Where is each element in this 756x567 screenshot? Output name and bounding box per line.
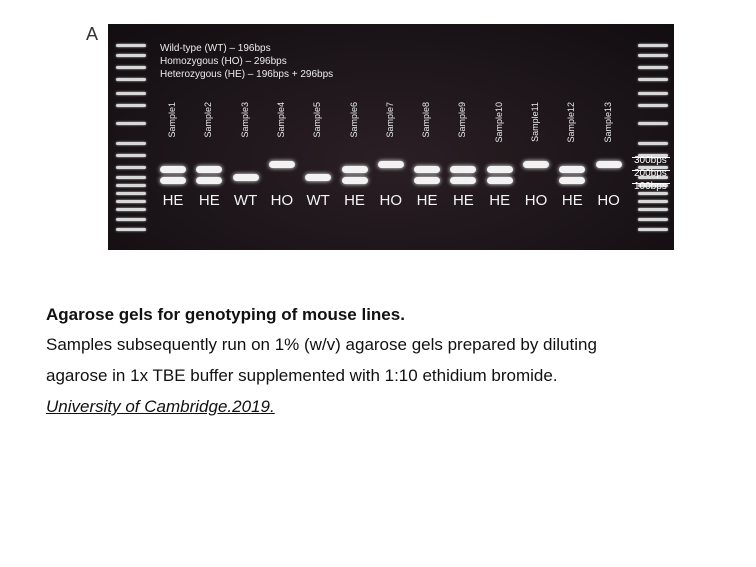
lane-genotype: HE bbox=[489, 192, 511, 209]
gel-band bbox=[487, 177, 513, 184]
gel-band bbox=[160, 166, 186, 173]
ladder-band bbox=[638, 200, 668, 203]
ladder-band bbox=[116, 66, 146, 69]
lane-label: Sample3 bbox=[239, 102, 250, 138]
caption-line-1: Samples subsequently run on 1% (w/v) agarose gels prepared by diluting bbox=[46, 335, 597, 354]
lane-genotype: HE bbox=[198, 192, 220, 209]
gel-band bbox=[523, 161, 549, 168]
ladder-band bbox=[638, 208, 668, 211]
ladder-band bbox=[638, 218, 668, 221]
caption-line-2: agarose in 1x TBE buffer supplemented with 1:10 ethidium bromide. bbox=[46, 366, 558, 385]
ladder-band bbox=[638, 122, 668, 125]
gel-band bbox=[414, 177, 440, 184]
gel-band bbox=[233, 174, 259, 181]
ladder-band bbox=[638, 228, 668, 231]
ladder-band bbox=[638, 92, 668, 95]
ladder-band bbox=[116, 122, 146, 125]
gel-band bbox=[342, 166, 368, 173]
lane-label: Sample6 bbox=[348, 102, 359, 138]
ladder-band bbox=[116, 54, 146, 57]
ladder-band bbox=[116, 142, 146, 145]
gel-band bbox=[342, 177, 368, 184]
lane-genotype: HO bbox=[379, 192, 403, 209]
gel-band bbox=[305, 174, 331, 181]
size-marker-200: 200bps bbox=[634, 168, 667, 179]
ladder-band bbox=[638, 66, 668, 69]
ladder-band bbox=[116, 78, 146, 81]
lane-label: Sample8 bbox=[421, 102, 432, 138]
ladder-right bbox=[638, 42, 668, 232]
lane-genotype: HE bbox=[561, 192, 583, 209]
ladder-band bbox=[116, 104, 146, 107]
gel-band bbox=[378, 161, 404, 168]
gel-band bbox=[160, 177, 186, 184]
lane-label: Sample7 bbox=[384, 102, 395, 138]
legend-ho: Homozygous (HO) – 296bps bbox=[160, 56, 287, 67]
caption-source-link[interactable]: University of Cambridge.2019. bbox=[46, 397, 275, 416]
ladder-band bbox=[116, 228, 146, 231]
ladder-band bbox=[116, 166, 146, 169]
ladder-band bbox=[638, 142, 668, 145]
lane-genotype: WT bbox=[306, 192, 330, 209]
gel-band bbox=[269, 161, 295, 168]
ladder-band bbox=[116, 184, 146, 187]
figure-caption bbox=[46, 305, 746, 417]
ladder-band bbox=[116, 154, 146, 157]
ladder-band bbox=[638, 104, 668, 107]
lane-genotype: HO bbox=[270, 192, 294, 209]
lane-genotype: HE bbox=[452, 192, 474, 209]
gel-band bbox=[487, 166, 513, 173]
panel-letter: A bbox=[86, 24, 99, 44]
lane-label: Sample10 bbox=[493, 102, 504, 143]
lane-genotype: HO bbox=[524, 192, 548, 209]
gel-band bbox=[414, 166, 440, 173]
lane-genotype: WT bbox=[233, 192, 258, 209]
legend-wt: Wild-type (WT) – 196bps bbox=[160, 43, 271, 54]
ladder-band bbox=[116, 92, 146, 95]
gel-band bbox=[450, 177, 476, 184]
gel-image bbox=[108, 24, 674, 250]
ladder-band bbox=[638, 44, 668, 47]
ladder-band bbox=[638, 54, 668, 57]
gel-band bbox=[196, 166, 222, 173]
lane-genotype: HO bbox=[597, 192, 620, 209]
genotype-legend bbox=[160, 42, 333, 81]
lane-label: Sample1 bbox=[167, 102, 177, 138]
ladder-left bbox=[116, 42, 146, 232]
ladder-band bbox=[116, 176, 146, 179]
ladder-band bbox=[116, 44, 146, 47]
lane-label: Sample4 bbox=[275, 102, 286, 138]
gel-band bbox=[196, 177, 222, 184]
legend-he: Heterozygous (HE) – 196bps + 296bps bbox=[160, 69, 334, 80]
lane-genotype: HE bbox=[344, 192, 365, 209]
lane-genotype: HE bbox=[416, 192, 438, 209]
lane-genotype: HE bbox=[162, 192, 184, 209]
caption-title: Agarose gels for genotyping of mouse lines. bbox=[46, 305, 405, 324]
ladder-band bbox=[116, 192, 146, 195]
lane-label: Sample2 bbox=[203, 102, 214, 138]
lane-label: Sample13 bbox=[602, 102, 613, 143]
lane-label: Sample9 bbox=[457, 102, 468, 138]
ladder-band bbox=[116, 208, 146, 211]
size-marker-300: 300bps bbox=[634, 155, 667, 166]
gel-band bbox=[559, 177, 585, 184]
lane-label: Sample12 bbox=[566, 102, 577, 143]
ladder-band bbox=[116, 218, 146, 221]
ladder-band bbox=[638, 78, 668, 81]
gel-band bbox=[596, 161, 622, 168]
gel-band bbox=[559, 166, 585, 173]
gel-band bbox=[450, 166, 476, 173]
lane-label: Sample11 bbox=[530, 102, 540, 142]
size-marker-100: 100bps bbox=[634, 181, 667, 192]
ladder-band bbox=[116, 200, 146, 203]
lane-label: Sample5 bbox=[312, 102, 323, 138]
